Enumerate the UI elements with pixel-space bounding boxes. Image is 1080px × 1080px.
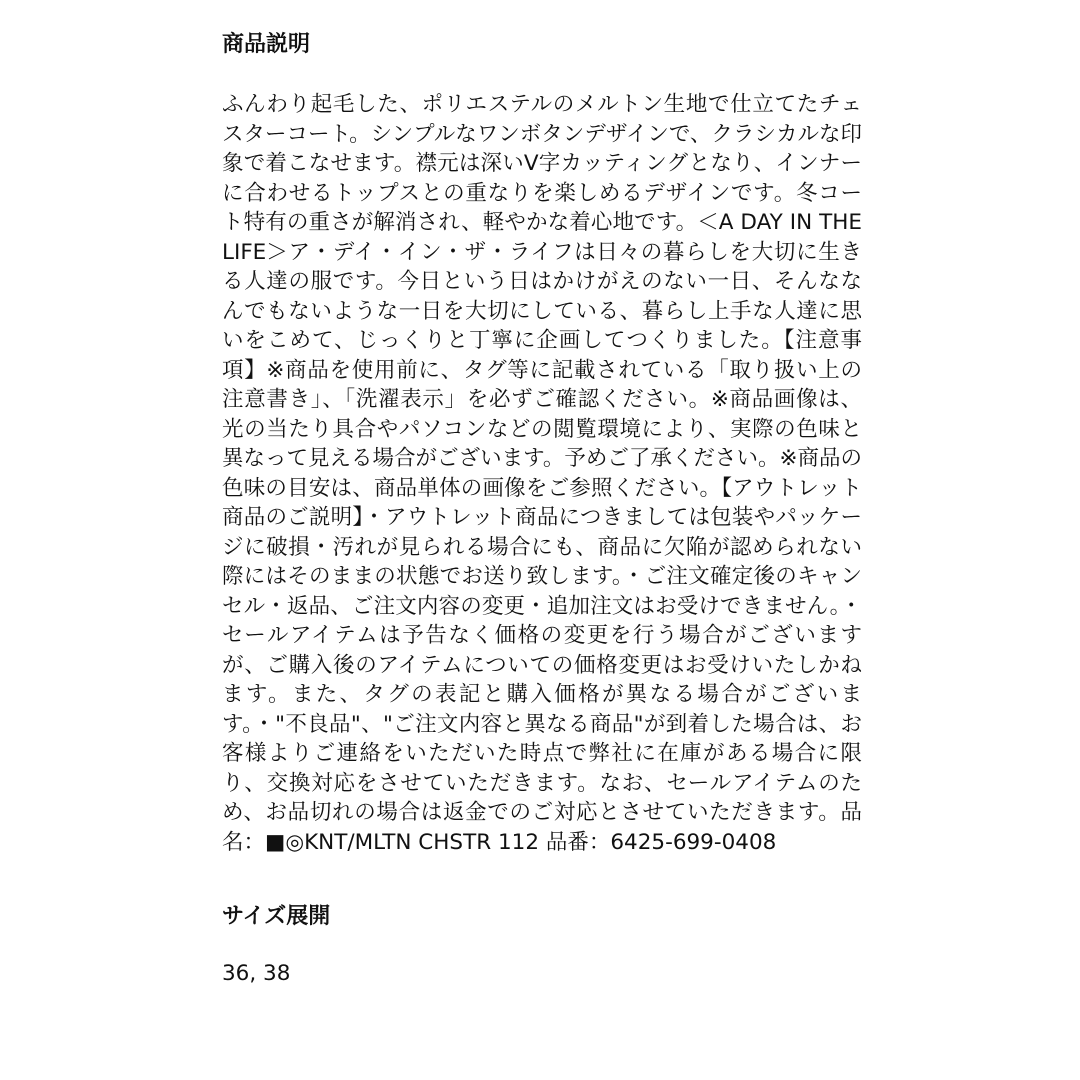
- size-range-values: 36, 38: [222, 961, 291, 986]
- product-description-heading: 商品説明: [222, 32, 311, 57]
- size-range-heading: サイズ展開: [222, 904, 331, 929]
- product-detail-content: [222, 30, 862, 989]
- product-description-text: ふんわり起毛した、ポリエステルのメルトン生地で仕立てたチェスターコート。シンプルなワンボタンデザインで、クラシカルな印象で着こなせます。襟元は深いV字カッティングとなり、インナーに合わせるトップスとの重なりを楽しめるデザインです。冬コート特有の重さが解消され、軽やかな着心地です。＜A DAY IN THE LIFE＞ア・デイ・イン・ザ・ライフは日々の暮らしを大切に生きる人達の服です。今日という日はかけがえのない一日、そんななんでもないような一日を大切にしている、暮らし上手な人達に思いをこめて、じっくりと丁寧に企画してつくりました。【注意事項】※商品を使用前に、タグ等に記載されている「取り扱い上の注意書き」、「洗濯表示」を必ずご確認ください。※商品画像は、光の当たり具合やパソコンなどの閲覧環境により、実際の色味と異なって見える場合がございます。予めご了承ください。※商品の色味の目安は、商品単体の画像をご参照ください。【アウトレット商品のご説明】・アウトレット商品につきましては包装やパッケージに破損・汚れが見られる場合にも、商品に欠陥が認められない際にはそのままの状態でお送り致します。・ご注文確定後のキャンセル・返品、ご注文内容の変更・追加注文はお受けできません。・セールアイテムは予告なく価格の変更を行う場合がございますが、ご購入後のアイテムについての価格変更はお受けいたしかねます。また、タグの表記と購入価格が異なる場合がございます。・"不良品"、"ご注文内容と異なる商品"が到着した場合は、お客様よりご連絡をいただいた時点で弊社に在庫がある場合に限り、交換対応をさせていただきます。なお、セールアイテムのため、お品切れの場合は返金でのご対応とさせていただきます。品名：■◎KNT/MLTN CHSTR 112 品番：6425-699-0408: [222, 92, 862, 855]
